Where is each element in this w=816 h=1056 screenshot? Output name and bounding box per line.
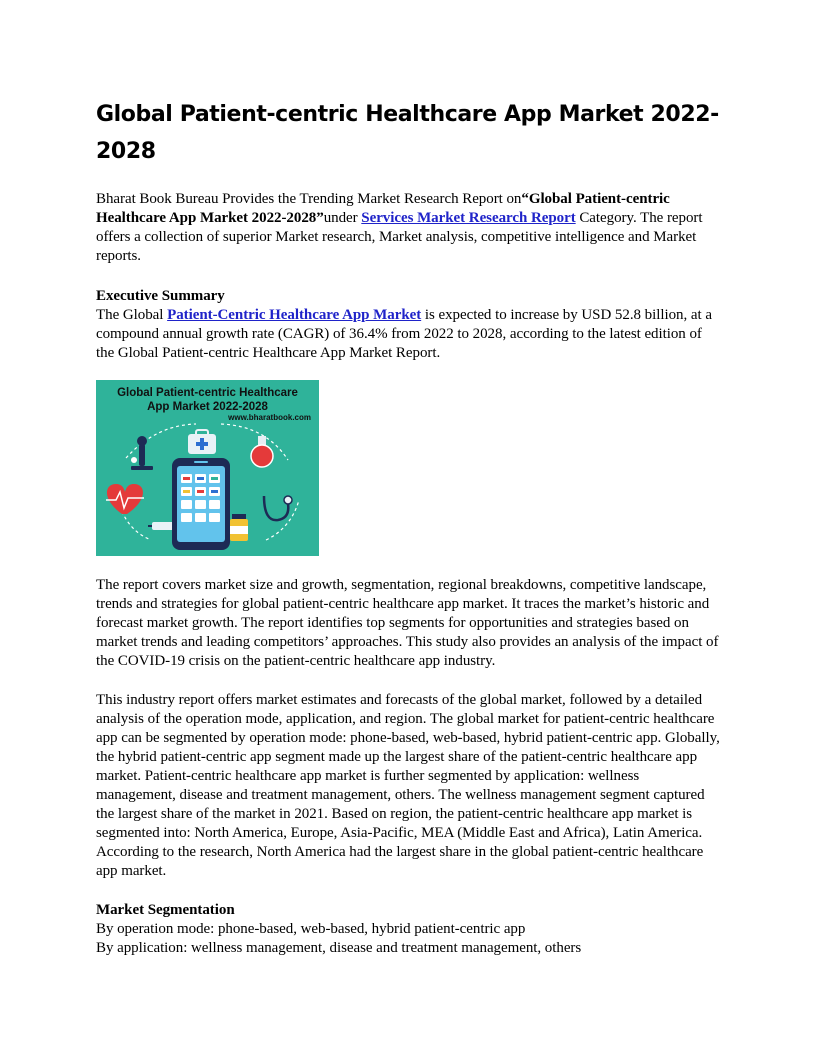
executive-summary-text-2: is expected to increase by USD 52.8 billion, at a compound annual growth rate (CAGR) of 36.4% from 2022 to 2028, according to the latest edition of the Global Patient-centric Healthcare App Market Report. — [96, 307, 712, 361]
market-report-image — [96, 380, 319, 556]
document-title — [96, 96, 720, 170]
patient-centric-market-link[interactable]: Patient-Centric Healthcare App Market — [167, 307, 422, 323]
document-page — [96, 96, 720, 958]
pill-bottle-icon — [230, 514, 248, 541]
document-title-line-2: 2028 — [96, 139, 156, 164]
intro-text-2: under — [323, 210, 362, 226]
first-aid-kit-icon — [188, 430, 216, 454]
market-segmentation-heading: Market Segmentation — [96, 902, 235, 918]
heart-icon — [106, 484, 144, 514]
market-segmentation-section — [96, 901, 720, 958]
stethoscope-icon — [264, 496, 292, 520]
report-coverage-paragraph: The report covers market size and growth, segmentation, regional breakdowns, competitive landscape, trends and strategies for global patient-centric healthcare app market. It traces the market’s historic and forecast market growth. The report identifies top segments for opportunities and strategies based on market trends and leading competitors’ approaches. This study also provides an analysis of the impact of the COVID-19 crisis on the patient-centric healthcare app industry. — [96, 577, 719, 669]
executive-summary-text-1: The Global — [96, 307, 168, 323]
industry-report-paragraph: This industry report offers market estimates and forecasts of the global market, followed by a detailed analysis of the operation mode, application, and region. The global market for patient-centric healthcare app can be segmented by operation mode: phone-based, web-based, hybrid patient-centric app. Globally, the hybrid patient-centric app segment made up the largest share of the patient-centric healthcare app market. Patient-centric healthcare app market is further segmented by application: wellness management, disease and treatment management, others. The wellness management segment captured the largest share of the market in 2021. Based on region, the patient-centric healthcare app market is segmented into: North America, Europe, Asia-Pacific, MEA (Middle East and Africa), Latin America. According to the research, North America had the largest share in the global patient-centric healthcare app market. — [96, 692, 720, 879]
intro-text-3: Category. The report offers a collection of superior Market research, Market analysis, competitive intelligence and Market reports. — [96, 210, 703, 264]
smartphone-icon — [172, 458, 230, 550]
image-title-line-1: Global Patient-centric Healthcare — [117, 387, 298, 399]
executive-summary-section — [96, 287, 720, 363]
intro-paragraph — [96, 190, 720, 266]
flask-icon — [251, 436, 273, 467]
document-title-line-1: Global Patient-centric Healthcare App Market 2022- — [96, 102, 719, 127]
image-title — [96, 386, 319, 414]
segmentation-by-operation-mode: By operation mode: phone-based, web-based, hybrid patient-centric app — [96, 921, 526, 937]
microscope-icon — [131, 436, 153, 470]
intro-report-title: “Global Patient-centric Healthcare App Market 2022-2028” — [96, 191, 670, 226]
executive-summary-heading: Executive Summary — [96, 288, 225, 304]
orbit-arc-left — [126, 424, 196, 458]
intro-text-1: Bharat Book Bureau Provides the Trending Market Research Report on — [96, 191, 522, 207]
segmentation-by-application: By application: wellness management, disease and treatment management, others — [96, 940, 582, 956]
image-website: www.bharatbook.com — [228, 413, 311, 422]
services-market-research-link[interactable]: Services Market Research Report — [361, 210, 576, 226]
image-title-line-2: App Market 2022-2028 — [147, 401, 268, 413]
